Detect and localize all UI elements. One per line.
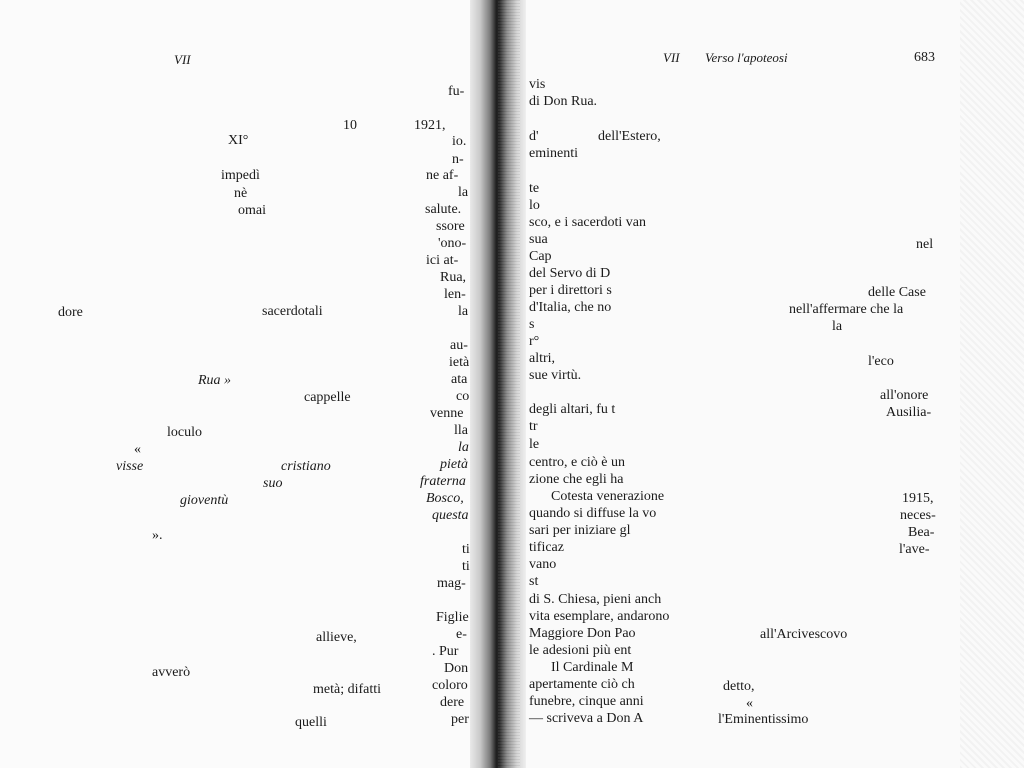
- text-fragment: vano: [529, 557, 557, 572]
- text-fragment: degli altari, fu t: [529, 402, 616, 417]
- text-fragment: sua: [529, 232, 548, 247]
- text-fragment: d': [529, 129, 539, 144]
- text-fragment: zione che egli ha: [529, 472, 624, 487]
- text-fragment: suo: [263, 476, 283, 491]
- text-fragment: l'ave-: [899, 542, 930, 557]
- text-fragment: Bea-: [908, 525, 935, 540]
- text-fragment: del Servo di D: [529, 266, 611, 281]
- text-fragment: fu-: [448, 84, 465, 99]
- text-fragment: altri,: [529, 351, 556, 366]
- text-fragment: co: [456, 389, 470, 404]
- text-fragment: gioventù: [180, 493, 229, 508]
- text-fragment: quelli: [295, 715, 327, 730]
- text-fragment: s: [529, 317, 535, 332]
- text-fragment: ».: [152, 528, 163, 543]
- text-fragment: tr: [529, 419, 538, 434]
- text-fragment: Maggiore Don Pao: [529, 626, 636, 641]
- text-fragment: visse: [116, 459, 144, 474]
- text-fragment: all'onore: [880, 388, 929, 403]
- text-fragment: funebre, cinque anni: [529, 694, 644, 709]
- text-fragment: io.: [452, 134, 467, 149]
- text-fragment: Figlie: [436, 610, 469, 625]
- text-fragment: . Pur: [432, 644, 459, 659]
- text-fragment: vis: [529, 77, 546, 92]
- text-fragment: eminenti: [529, 146, 578, 161]
- text-fragment: nè: [234, 186, 248, 201]
- text-fragment: XI°: [228, 133, 249, 148]
- gutter-texture: [498, 0, 520, 768]
- text-fragment: avverò: [152, 665, 191, 680]
- text-fragment: la: [832, 319, 843, 334]
- text-fragment: omai: [238, 203, 266, 218]
- text-fragment: sue virtù.: [529, 368, 582, 383]
- text-fragment: dere: [440, 695, 465, 710]
- text-fragment: fraterna: [420, 474, 466, 489]
- text-fragment: Ausilia-: [886, 405, 932, 420]
- text-fragment: — scriveva a Don A: [529, 711, 644, 726]
- text-fragment: dell'Estero,: [598, 129, 661, 144]
- text-fragment: per i direttori s: [529, 283, 612, 298]
- text-fragment: ti: [462, 542, 470, 557]
- text-fragment: ietà: [449, 355, 470, 370]
- text-fragment: cappelle: [304, 390, 351, 405]
- text-fragment: ata: [451, 372, 468, 387]
- text-fragment: neces-: [900, 508, 936, 523]
- text-fragment: st: [529, 574, 539, 589]
- text-fragment: pietà: [440, 457, 468, 472]
- text-fragment: r°: [529, 334, 540, 349]
- text-fragment: ne af-: [426, 168, 459, 183]
- text-fragment: 10: [343, 118, 357, 133]
- text-fragment: impedì: [221, 168, 260, 183]
- text-fragment: ti: [462, 559, 470, 574]
- text-fragment: l'eco: [868, 354, 894, 369]
- text-fragment: delle Case: [868, 285, 926, 300]
- text-fragment: «: [134, 442, 141, 457]
- text-fragment: e-: [456, 627, 467, 642]
- text-fragment: la: [458, 185, 469, 200]
- page-number: 683: [914, 50, 935, 65]
- text-fragment: loculo: [167, 425, 202, 440]
- text-fragment: Il Cardinale M: [551, 660, 634, 675]
- text-fragment: l'Eminentissimo: [718, 712, 809, 727]
- text-fragment: cristiano: [281, 459, 331, 474]
- text-fragment: salute.: [425, 202, 462, 217]
- text-fragment: sacerdotali: [262, 304, 323, 319]
- text-fragment: «: [746, 696, 753, 711]
- text-fragment: Cotesta venerazione: [551, 489, 665, 504]
- text-fragment: per: [451, 712, 469, 727]
- text-fragment: la: [458, 304, 469, 319]
- text-fragment: di S. Chiesa, pieni anch: [529, 592, 662, 607]
- text-fragment: tificaz: [529, 540, 564, 555]
- text-fragment: 'ono-: [438, 236, 467, 251]
- left-running-head: VII: [174, 52, 191, 67]
- text-fragment: au-: [450, 338, 468, 353]
- text-fragment: le adesioni più ent: [529, 643, 632, 658]
- right-running-head-title: Verso l'apoteosi: [705, 50, 788, 65]
- text-fragment: lo: [529, 198, 540, 213]
- right-running-head-chapter: VII: [663, 50, 680, 65]
- text-fragment: centro, e ciò è un: [529, 455, 626, 470]
- text-fragment: le: [529, 437, 540, 452]
- text-fragment: ici at-: [426, 253, 459, 268]
- text-fragment: detto,: [723, 679, 755, 694]
- text-fragment: di Don Rua.: [529, 94, 598, 109]
- text-fragment: Bosco,: [426, 491, 464, 506]
- text-fragment: ssore: [436, 219, 465, 234]
- text-fragment: Cap: [529, 249, 552, 264]
- left-page: [0, 0, 478, 768]
- text-fragment: d'Italia, che no: [529, 300, 612, 315]
- text-fragment: te: [529, 181, 540, 196]
- text-fragment: questa: [432, 508, 469, 523]
- text-fragment: n-: [452, 152, 464, 167]
- text-fragment: Rua »: [198, 373, 232, 388]
- text-fragment: nel: [916, 237, 934, 252]
- text-fragment: all'Arcivescovo: [760, 627, 848, 642]
- text-fragment: len-: [444, 287, 466, 302]
- text-fragment: metà; difatti: [313, 682, 382, 697]
- text-fragment: venne: [430, 406, 464, 421]
- text-fragment: sari per iniziare gl: [529, 523, 631, 538]
- text-fragment: nell'affermare che la: [789, 302, 904, 317]
- text-fragment: 1915,: [902, 491, 934, 506]
- text-fragment: lla: [454, 423, 468, 438]
- text-fragment: mag-: [437, 576, 466, 591]
- text-fragment: Don: [444, 661, 469, 676]
- text-fragment: quando si diffuse la vo: [529, 506, 657, 521]
- text-fragment: la: [458, 440, 469, 455]
- text-fragment: allieve,: [316, 630, 357, 645]
- text-fragment: dore: [58, 305, 83, 320]
- page-edge-texture: [960, 0, 1024, 768]
- text-fragment: 1921,: [414, 118, 446, 133]
- text-fragment: coloro: [432, 678, 468, 693]
- text-fragment: sco, e i sacerdoti van: [529, 215, 647, 230]
- text-fragment: apertamente ciò ch: [529, 677, 635, 692]
- text-fragment: Rua,: [440, 270, 467, 285]
- text-fragment: vita esemplare, andarono: [529, 609, 670, 624]
